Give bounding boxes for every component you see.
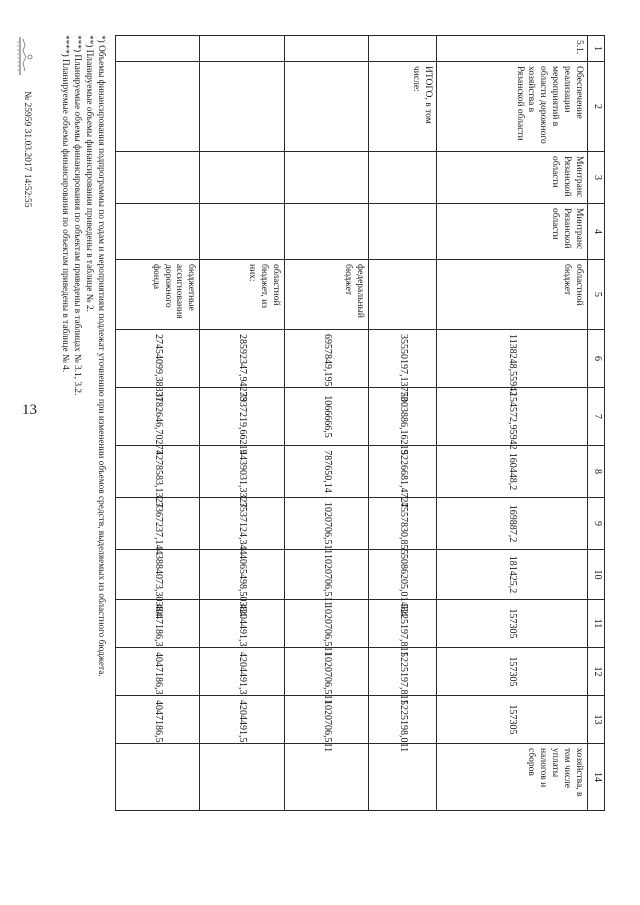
table-cell: 4047186,5: [116, 696, 200, 744]
table-cell: [116, 204, 200, 260]
column-number-header: 4: [587, 204, 604, 260]
table-cell: [369, 36, 437, 62]
column-number-header: 6: [587, 330, 604, 388]
table-cell: бюджетные ассигнования дорожного фонда: [116, 260, 200, 330]
table-cell: [116, 36, 200, 62]
table-row: [200, 36, 284, 811]
table-cell: 3884073,30384: [116, 550, 200, 600]
table-cell: 1020706,511: [284, 648, 368, 696]
column-number-header: 11: [587, 600, 604, 648]
table-cell: 160448,2: [437, 446, 588, 498]
table-cell: 5225197,811: [369, 648, 437, 696]
table-row: [116, 36, 200, 811]
footnote: **) Планируемые объемы финансирования приведены в таблице № 2.: [83, 35, 94, 312]
table-cell: [284, 744, 368, 811]
table-cell: [284, 36, 368, 62]
table-cell: [200, 62, 284, 152]
table-cell: 3537124,344: [200, 498, 284, 550]
table-cell: Минтранс Рязанской области: [437, 204, 588, 260]
table-cell: 4204491,3: [200, 600, 284, 648]
column-number-header: 7: [587, 388, 604, 446]
footnotes: [59, 35, 107, 795]
table-row: [369, 36, 437, 811]
footnote: *) Объемы финансирования подпрограммы по годам и мероприятиям подлежат уточнению при изменении объемов средств, выделяемых из областного бюджета.: [96, 35, 106, 677]
table-row: [437, 36, 588, 811]
table-cell: хозяйства, в том числе уплаты налогов и сборов: [437, 744, 588, 811]
column-number-header: 12: [587, 648, 604, 696]
table-cell: 5225197,811: [369, 600, 437, 648]
table-cell: [284, 204, 368, 260]
table-body: [116, 36, 605, 811]
column-number-header: 8: [587, 446, 604, 498]
table-cell: 28592347,94273: [200, 330, 284, 388]
table-cell: 3782646,70277: [116, 388, 200, 446]
table-cell: 3367237,144: [116, 498, 200, 550]
financing-table: [115, 35, 605, 811]
table-cell: [369, 260, 437, 330]
table-cell: 4047186,3: [116, 648, 200, 696]
table-cell: Обеспечение реализации мероприятий в области дорожного хозяйства в Рязанской области: [437, 62, 588, 152]
table-cell: 5226681,4727: [369, 446, 437, 498]
table-cell: 1138248,55942: [437, 330, 588, 388]
table-cell: 4047186,3: [116, 600, 200, 648]
table-cell: 181425,2: [437, 550, 588, 600]
column-number-header: 3: [587, 152, 604, 204]
table-cell: 5086205,01484: [369, 550, 437, 600]
header-row: [587, 36, 604, 811]
table-cell: [116, 62, 200, 152]
column-number-header: 1: [587, 36, 604, 62]
table-cell: [369, 744, 437, 811]
table-cell: [200, 36, 284, 62]
table-cell: 169887,2: [437, 498, 588, 550]
table-cell: 5.1.: [437, 36, 588, 62]
table-cell: [369, 152, 437, 204]
footnote: ****) Планируемые объемы финансирования по объектам приведены в таблице № 4.: [59, 35, 70, 373]
table-cell: 3937219,66219: [200, 388, 284, 446]
registration-number: № 25959 31.03.2017 14:52:55: [22, 91, 32, 208]
column-number-header: 13: [587, 696, 604, 744]
column-number-header: 5: [587, 260, 604, 330]
table-cell: [200, 152, 284, 204]
table-cell: 4204491,3: [200, 648, 284, 696]
table-cell: 1020706,511: [284, 498, 368, 550]
table-cell: 787650,14: [284, 446, 368, 498]
table-cell: 1020706,511: [284, 550, 368, 600]
table-cell: областной бюджет, из них:: [200, 260, 284, 330]
table-cell: областной бюджет: [437, 260, 588, 330]
column-number-header: 14: [587, 744, 604, 811]
column-number-header: 9: [587, 498, 604, 550]
table-cell: 6957849,195: [284, 330, 368, 388]
table-cell: ИТОГО, в том числе:: [369, 62, 437, 152]
table-cell: 35550197,13773: [369, 330, 437, 388]
table-cell: 154572,95942: [437, 388, 588, 446]
table-cell: 4278583,1327: [116, 446, 200, 498]
stamp-mark-icon: [17, 35, 37, 81]
page-number: 13: [22, 402, 37, 418]
table-cell: 4065498,50384: [200, 550, 284, 600]
registration-stamp: [17, 35, 37, 207]
column-number-header: 10: [587, 550, 604, 600]
table-cell: [284, 62, 368, 152]
table-cell: 157305: [437, 696, 588, 744]
table-cell: 4557830,855: [369, 498, 437, 550]
table-cell: 1020706,511: [284, 600, 368, 648]
table-cell: 4204491,5: [200, 696, 284, 744]
table-cell: 157305: [437, 600, 588, 648]
table-cell: федеральный бюджет: [284, 260, 368, 330]
table-cell: [369, 204, 437, 260]
footnote: ***) Планируемые объемы финансирования по объектам приведены в таблицах № 3.1, 3.2.: [71, 35, 82, 396]
table-cell: 27454099,38331: [116, 330, 200, 388]
table-cell: [116, 744, 200, 811]
table-cell: 5225198,011: [369, 696, 437, 744]
table-row: [284, 36, 368, 811]
column-number-header: 2: [587, 62, 604, 152]
table-cell: [116, 152, 200, 204]
table-cell: Минтранс Рязанской области: [437, 152, 588, 204]
table-cell: 5003886,16219: [369, 388, 437, 446]
table-cell: 157305: [437, 648, 588, 696]
table-cell: [200, 744, 284, 811]
table-cell: 1020706,511: [284, 696, 368, 744]
table-cell: 4439031,3327: [200, 446, 284, 498]
table-cell: [200, 204, 284, 260]
table-cell: [284, 152, 368, 204]
table-cell: 1066666,5: [284, 388, 368, 446]
